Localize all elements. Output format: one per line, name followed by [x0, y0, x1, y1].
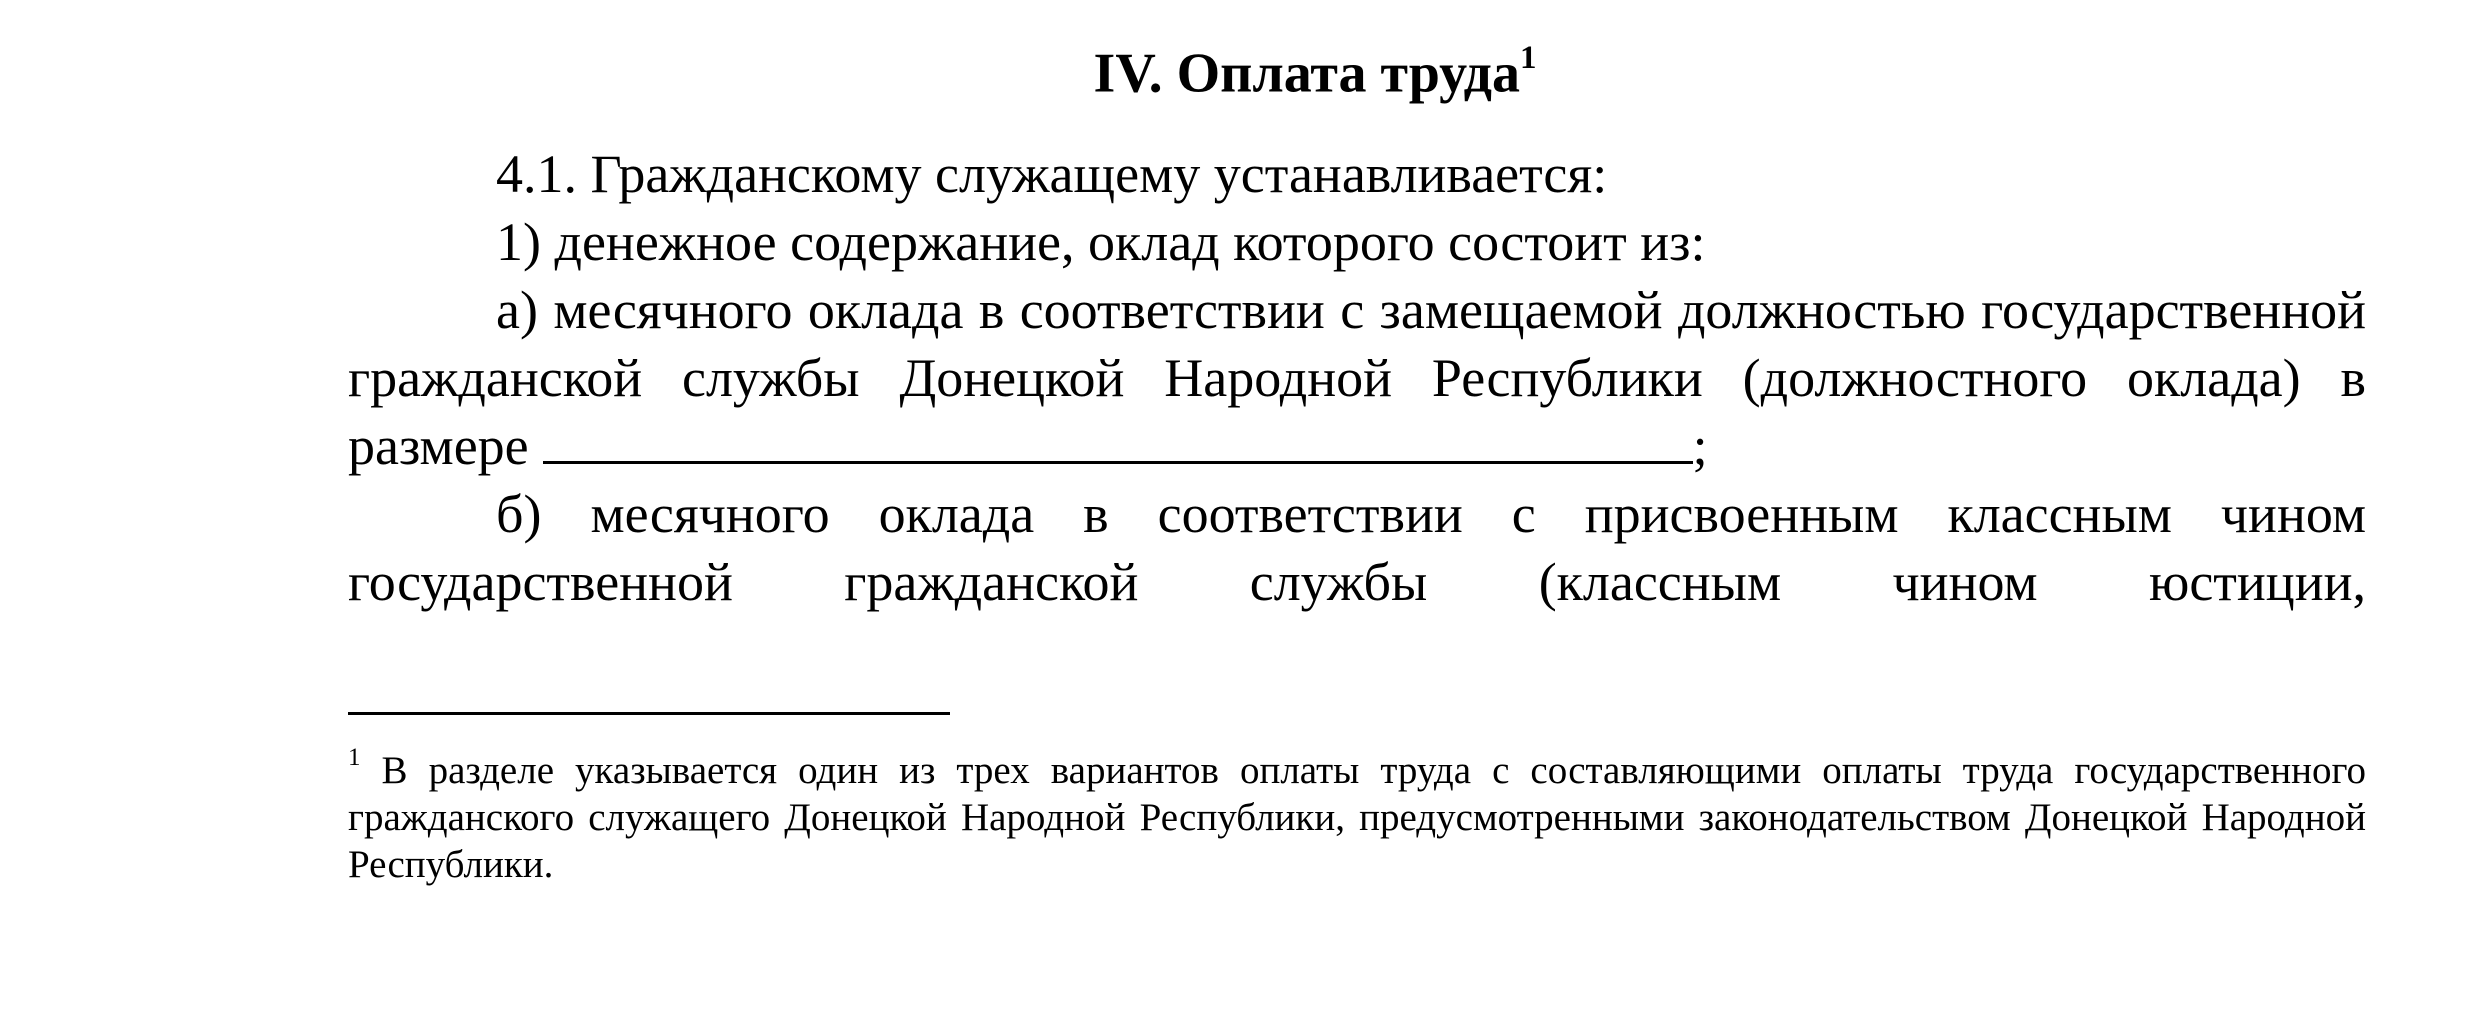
clause-1: 1) денежное содержание, оклад которого состоит из: — [496, 212, 1706, 272]
clause-4-1: 4.1. Гражданскому служащему устанавливается: — [496, 144, 1608, 204]
clause-a-text: а) месячного оклада в соответствии с замещаемой должностью государственной гражданской службы Донецкой Народной Республики (должностного оклада) в размере — [348, 280, 2366, 476]
footnote-separator — [348, 712, 950, 715]
section-heading — [0, 22, 2480, 114]
clause-a-end: ; — [1692, 416, 1708, 476]
salary-blank-field[interactable] — [543, 413, 1693, 464]
document-body — [348, 140, 2366, 616]
footnote-text: В разделе указывается один из трех вариантов оплаты труда с составляющими оплаты труда государственного гражданского служащего Донецкой Народной Республики, предусмотренными законодательством Донецкой Народной Республики. — [348, 749, 2366, 886]
section-title: IV. Оплата труда — [1093, 42, 1520, 105]
clause-b: б) месячного оклада в соответствии с присвоенным классным чином государственной гражданской службы (классным чином юстиции, — [348, 484, 2366, 612]
clause-a — [348, 276, 2366, 480]
footnote — [348, 738, 2366, 888]
footnote-reference: 1 — [1519, 40, 1537, 76]
footnote-mark: 1 — [348, 744, 361, 771]
